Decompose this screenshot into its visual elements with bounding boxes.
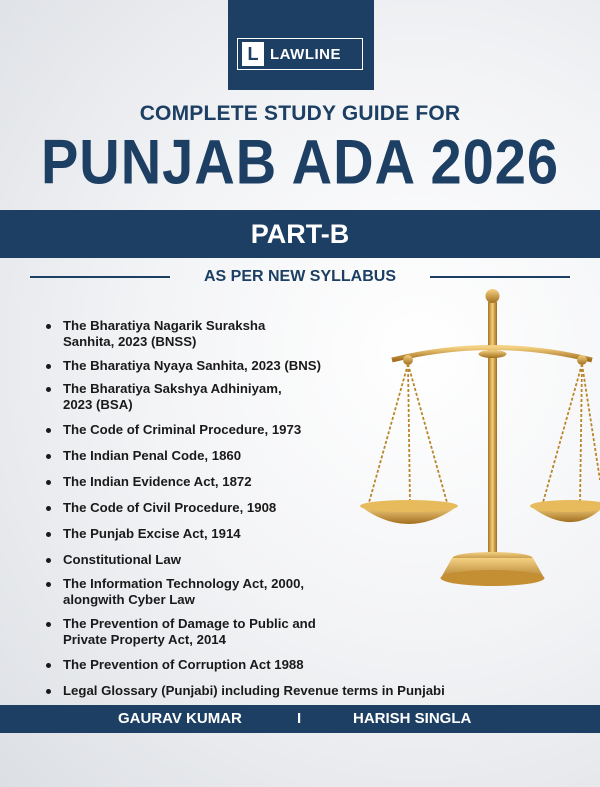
topic-item: The Punjab Excise Act, 1914 <box>44 526 464 542</box>
topic-item: Legal Glossary (Punjabi) including Revenue terms in Punjabi <box>44 683 464 699</box>
topic-item: The Prevention of Corruption Act 1988 <box>44 657 464 673</box>
topic-item: The Bharatiya Nyaya Sanhita, 2023 (BNS) <box>44 358 464 374</box>
part-band <box>0 210 600 258</box>
topic-item: The Indian Evidence Act, 1872 <box>44 474 464 490</box>
scales-of-justice-icon <box>330 280 600 610</box>
author-name-2: HARISH SINGLA <box>353 710 472 727</box>
topic-item: The Bharatiya Sakshya Adhiniyam, 2023 (BSA) <box>44 381 293 413</box>
brand-mark-icon: L <box>242 42 264 66</box>
author-name-1: GAURAV KUMAR <box>118 710 242 727</box>
author-separator: I <box>297 710 302 727</box>
subtitle: COMPLETE STUDY GUIDE FOR <box>139 102 461 125</box>
topic-item: The Bharatiya Nagarik Suraksha Sanhita, 2023 (BNSS) <box>44 318 293 350</box>
brand-tab <box>228 0 374 90</box>
brand-logo <box>237 38 363 70</box>
topic-item: The Information Technology Act, 2000, alongwith Cyber Law <box>44 576 328 608</box>
main-title: PUNJAB ADA 2026 <box>40 126 560 197</box>
author-band <box>0 705 600 733</box>
brand-name: LAWLINE <box>270 45 341 63</box>
syllabus-note: AS PER NEW SYLLABUS <box>203 268 396 285</box>
topic-item: Constitutional Law <box>44 552 464 568</box>
topic-item: The Prevention of Damage to Public and Private Property Act, 2014 <box>44 616 328 648</box>
topic-item: The Code of Criminal Procedure, 1973 <box>44 422 464 438</box>
topic-item: The Indian Penal Code, 1860 <box>44 448 464 464</box>
topic-item: The Code of Civil Procedure, 1908 <box>44 500 464 516</box>
part-label: PART-B <box>250 219 350 249</box>
